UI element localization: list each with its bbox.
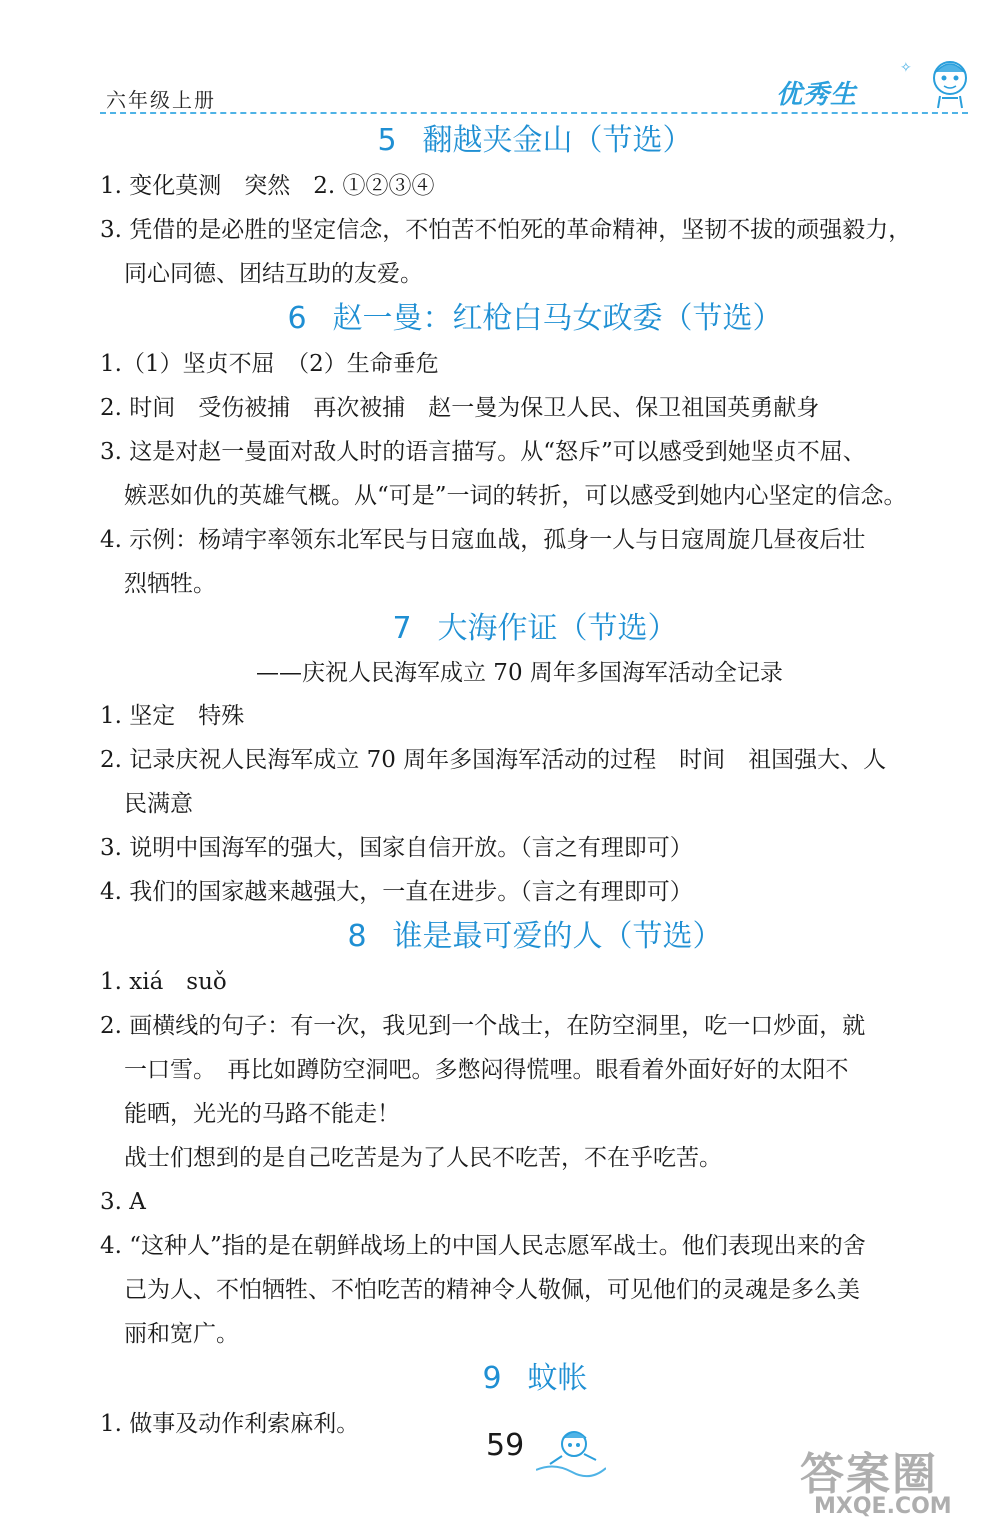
mascot-swimmer-icon xyxy=(536,1422,606,1482)
section-title xyxy=(100,914,970,960)
answer-line: 3. 凭借的是必胜的坚定信念，不怕苦不怕死的革命精神，坚韧不拔的顽强毅力， xyxy=(100,217,912,243)
answer-line: 3. 说明中国海军的强大，国家自信开放。（言之有理即可） xyxy=(100,835,693,861)
section-subtitle: ——庆祝人民海军成立 70 周年多国海军活动全记录 xyxy=(256,660,783,686)
section-title xyxy=(100,1356,970,1402)
section-6 xyxy=(100,296,970,606)
section-number: 5 xyxy=(377,123,397,158)
section-title-text: 赵一曼：红枪白马女政委（节选） xyxy=(332,301,783,336)
answer-line: 一口雪。 再比如蹲防空洞吧。多憋闷得慌哩。眼看着外面好好的太阳不 xyxy=(124,1057,849,1083)
answer-line: 能晒，光光的马路不能走！ xyxy=(124,1101,400,1127)
answer-line: 同心同德、团结互助的友爱。 xyxy=(124,261,423,287)
section-number: 7 xyxy=(392,611,412,646)
answer-line: 4. “这种人”指的是在朝鲜战场上的中国人民志愿军战士。他们表现出来的舍 xyxy=(100,1233,866,1259)
section-title xyxy=(100,606,970,652)
section-5 xyxy=(100,118,970,296)
page-footer xyxy=(0,1410,1000,1527)
answer-line: 2. 画横线的句子：有一次，我见到一个战士，在防空洞里，吃一口炒面，就 xyxy=(100,1013,866,1039)
header-divider xyxy=(100,112,968,114)
star-icon: ✧ xyxy=(900,60,912,76)
answer-line: 1. 变化莫测 突然 2. ①②③④ xyxy=(100,173,435,199)
section-7 xyxy=(100,606,970,914)
section-title xyxy=(100,118,970,164)
answer-content xyxy=(100,118,970,1446)
answer-line: 4. 示例：杨靖宇率领东北军民与日寇血战，孤身一人与日寇周旋几昼夜后壮 xyxy=(100,527,866,553)
watermark-main-text: 答案圈 xyxy=(800,1449,938,1500)
answer-line: 丽和宽广。 xyxy=(124,1321,239,1347)
section-number: 9 xyxy=(482,1361,502,1396)
section-title xyxy=(100,296,970,342)
answer-line: 2. 记录庆祝人民海军成立 70 周年多国海军活动的过程 时间 祖国强大、人 xyxy=(100,747,887,773)
answer-line: 己为人、不怕牺牲、不怕吃苦的精神令人敬佩，可见他们的灵魂是多么美 xyxy=(124,1277,860,1303)
answer-line: 1. 坚定 特殊 xyxy=(100,703,245,729)
section-title-text: 翻越夹金山（节选） xyxy=(422,123,693,158)
brand-logo-text: 优秀生 xyxy=(776,80,858,110)
section-title-text: 蚊帐 xyxy=(527,1361,588,1396)
answer-line: 战士们想到的是自己吃苦是为了人民不吃苦，不在乎吃苦。 xyxy=(124,1145,722,1171)
grade-label: 六年级上册 xyxy=(106,88,216,112)
answer-line: 4. 我们的国家越来越强大，一直在进步。（言之有理即可） xyxy=(100,879,693,905)
answer-line: 民满意 xyxy=(124,791,193,817)
section-number: 6 xyxy=(287,301,307,336)
watermark xyxy=(800,1438,994,1520)
section-8 xyxy=(100,914,970,1356)
answer-line: 3. 这是对赵一曼面对敌人时的语言描写。从“怒斥”可以感受到她坚贞不屈、 xyxy=(100,439,866,465)
mascot-icon xyxy=(926,58,976,110)
section-title-text: 谁是最可爱的人（节选） xyxy=(392,919,723,954)
answer-line: 3. A xyxy=(100,1189,146,1215)
answer-line: 嫉恶如仇的英雄气概。从“可是”一词的转折，可以感受到她内心坚定的信念。 xyxy=(124,483,907,509)
section-title-text: 大海作证（节选） xyxy=(437,611,678,646)
section-number: 8 xyxy=(347,919,367,954)
answer-line: 1. 做事及动作利索麻利。 xyxy=(100,1411,360,1437)
page-header xyxy=(0,0,1000,125)
page-number: 59 xyxy=(486,1428,525,1463)
answer-line: 烈牺牲。 xyxy=(124,571,216,597)
watermark-site-text: MXQE.COM xyxy=(814,1494,952,1519)
answer-line: 2. 时间 受伤被捕 再次被捕 赵一曼为保卫人民、保卫祖国英勇献身 xyxy=(100,395,820,421)
answer-line: 1.（1）坚贞不屈 （2）生命垂危 xyxy=(100,351,439,377)
answer-line: 1. xiá suǒ xyxy=(100,969,227,995)
